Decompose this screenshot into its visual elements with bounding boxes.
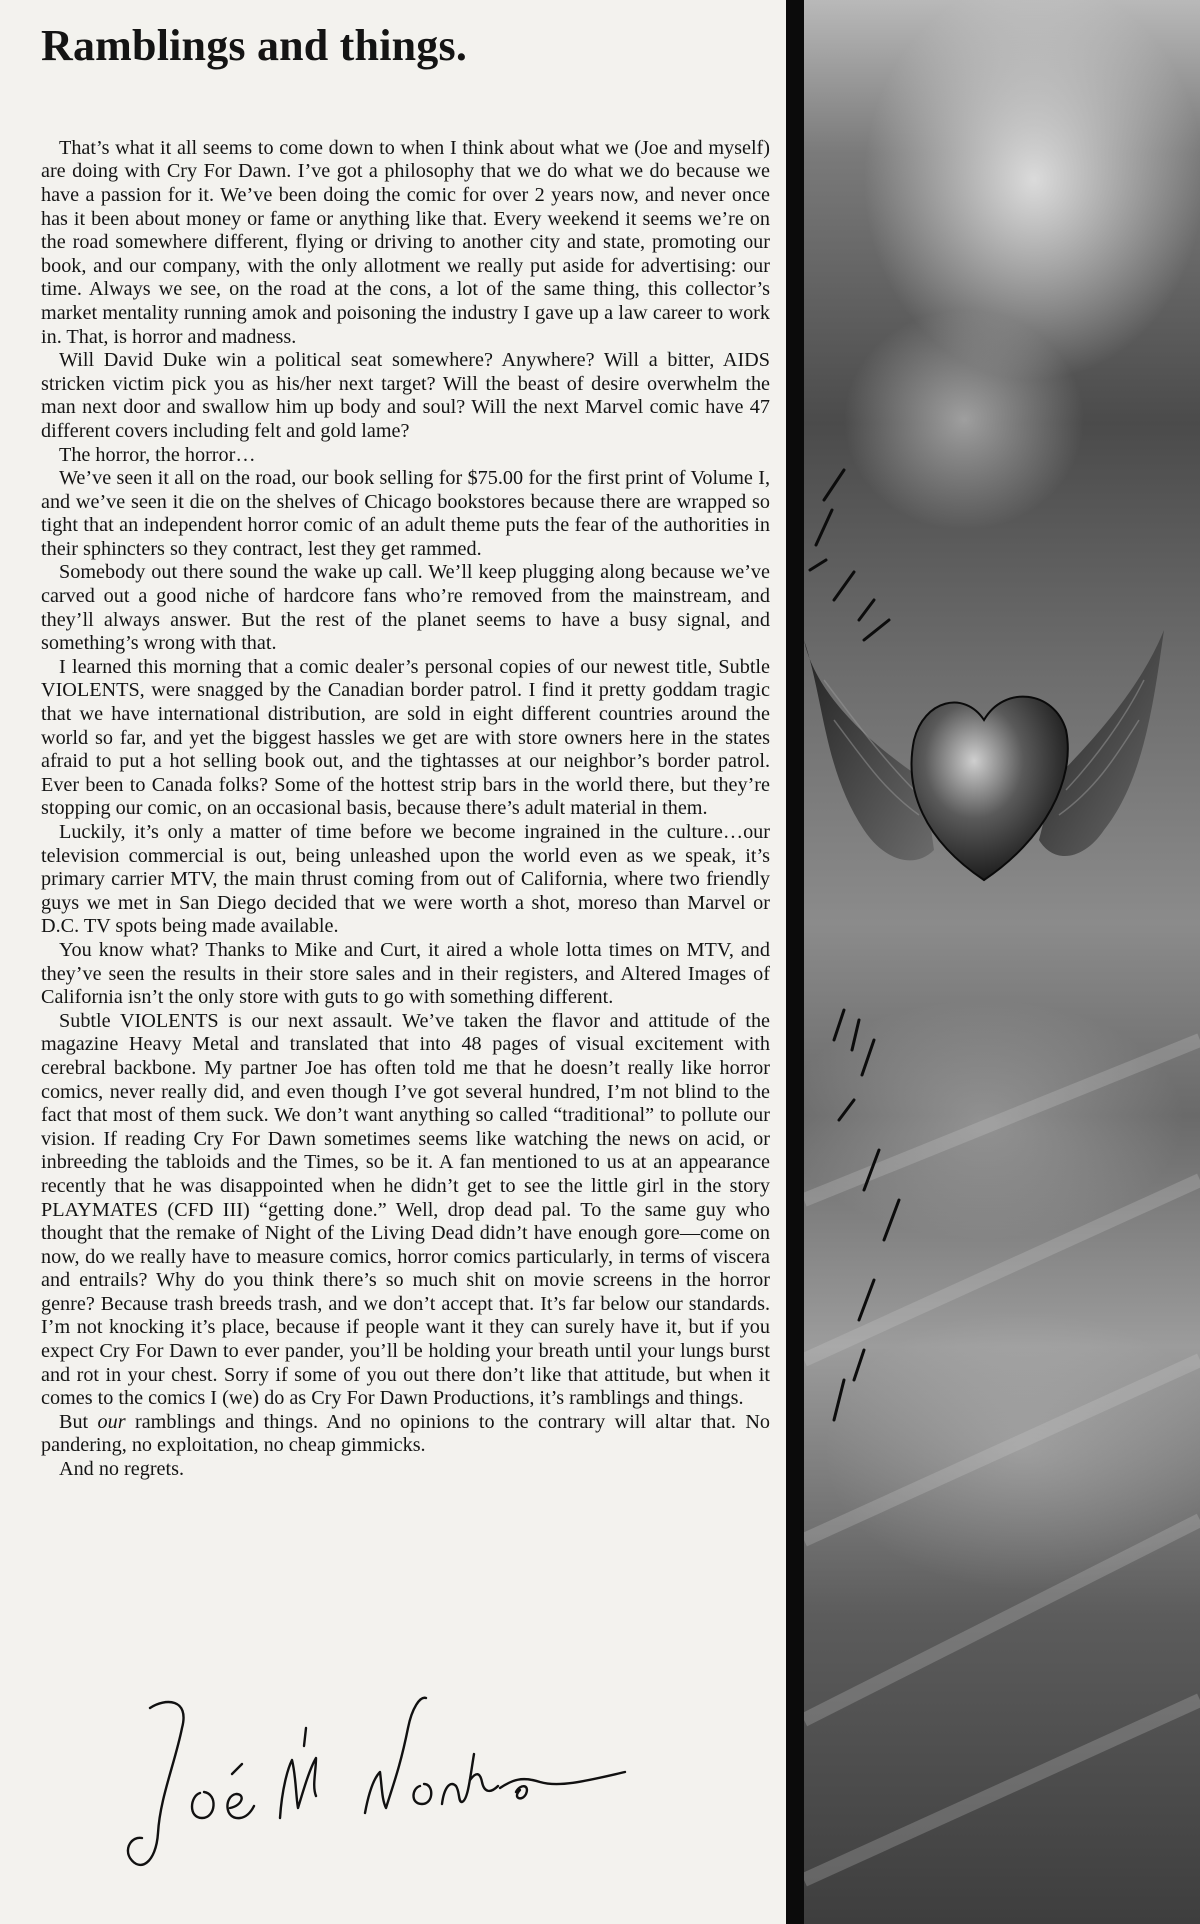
closing-rest: ramblings and things. And no opinions to the contrary will altar that. No pandering, no exploitation, no cheap gimmicks. — [41, 1410, 770, 1457]
paragraph: Subtle VIOLENTS is our next assault. We’ve taken the flavor and attitude of the magazine Heavy Metal and translated that into 48 pages of visual excitement with cerebral backbone. My partner Joe has often told me that he doesn’t really like horror comics, never really did, and even though I’ve got several hundred, I’m not blind to the fact that most of them suck. We don’t want anything so called “traditional” to pollute our vision. If reading Cry For Dawn sometimes seems like watching the news on acid, or inbreeding the tabloids and the Times, so be it. A fan mentioned to us at an appearance recently that he was disappointed when he didn’t get to see the little girl in the story PLAYMATES (CFD III) “getting done.” Well, drop dead pal. To the same guy who thought that the remake of Night of the Living Dead didn’t have enough gore—come on now, do we really have to measure comics, horror comics particularly, in terms of viscera and entrails? Why do you think there’s so much shit on movie screens in the horror genre? Because trash breeds trash, and we don’t accept that. It’s far below our standards. I’m not knocking it’s place, because if people want it they can surely have it, but if you expect Cry For Dawn to ever pander, you’ll be holding your breath until your lungs burst and rot in your chest. Sorry if some of you out there don’t like that attitude, but when it comes to the comics I (we) do as Cry For Dawn Productions, it’s ramblings and things. — [41, 1009, 770, 1410]
paragraph: Luckily, it’s only a matter of time before we become ingrained in the culture…our television commercial is out, being unleashed upon the world even as we speak, it’s primary carrier MTV, the main thrust coming from out of California, where two friendly guys we met in San Diego decided that we were worth a shot, moreso than Marvel or D.C. TV spots being made available. — [41, 821, 770, 938]
winged-heart-illustration — [804, 0, 1200, 1924]
closing-lead: But — [59, 1410, 98, 1433]
illustration-panel — [804, 0, 1200, 1924]
closing-emphasis: our — [97, 1410, 126, 1433]
heart — [912, 697, 1068, 880]
article-body — [41, 137, 770, 1482]
closing-paragraph — [41, 1411, 770, 1458]
article-column — [28, 20, 770, 1482]
signature-image — [120, 1668, 640, 1888]
paragraph: Somebody out there sound the wake up call. We’ll keep plugging along because we’ve carved out a good niche of hardcore fans who’re removed from the mainstream, and they’ll always answer. But the rest of the planet seems to have a busy signal, and something’s wrong with that. — [41, 561, 770, 655]
smoke-shape — [844, 310, 1084, 530]
final-line: And no regrets. — [59, 1458, 185, 1481]
paragraph: We’ve seen it all on the road, our book selling for $75.00 for the first print of Volume I, and we’ve seen it die on the shelves of Chicago bookstores because there are wrapped so tight that an independent horror comic of an adult theme puts the fear of the authorities in their sphincters so they contract, lest they get rammed. — [41, 467, 770, 560]
paragraph: You know what? Thanks to Mike and Curt, it aired a whole lotta times on MTV, and they’ve seen the results in their store sales and in their registers, and Altered Images of California isn’t the only store with guts to go with something different. — [41, 938, 770, 1009]
paragraph: I learned this morning that a comic dealer’s personal copies of our newest title, Subtle VIOLENTS, were snagged by the Canadian border patrol. I find it pretty goddam tragic that we have international distribution, are sold in eight different countries around the world so far, and yet the biggest hassles we get are with store owners here in the states afraid to put a hot selling book out, and the tightasses at our neighbor’s border patrol. Ever been to Canada folks? Some of the hottest strip bars in the world there, but they’re stopping our comic, on an occasional basis, because there’s adult material in them. — [41, 655, 770, 820]
paragraph: Will David Duke win a political seat somewhere? Anywhere? Will a bitter, AIDS stricken victim pick you as his/her next target? Will the beast of desire overwhelm the man next door and swallow him up body and soul? Will the next Marvel comic have 47 different covers including felt and gold lame? — [41, 349, 770, 442]
paragraph: The horror, the horror… — [59, 443, 256, 466]
page-title: Ramblings and things. — [41, 21, 468, 70]
paragraph: That’s what it all seems to come down to when I think about what we (Joe and myself) are doing with Cry For Dawn. I’ve got a philosophy that we do what we do because we have a passion for it. We’ve been doing the comic for over 2 years now, and never once has it been about money or fame or anything like that. Every weekend it seems we’re on the road somewhere different, flying or driving to another city and state, promoting our book, and our company, with the only allotment we really put aside for advertising: our time. Always we see, on the road at the cons, a lot of the same thing, this collector’s market mentality running amok and poisoning the industry I gave up a law career to work in. That, is horror and madness. — [41, 136, 770, 348]
